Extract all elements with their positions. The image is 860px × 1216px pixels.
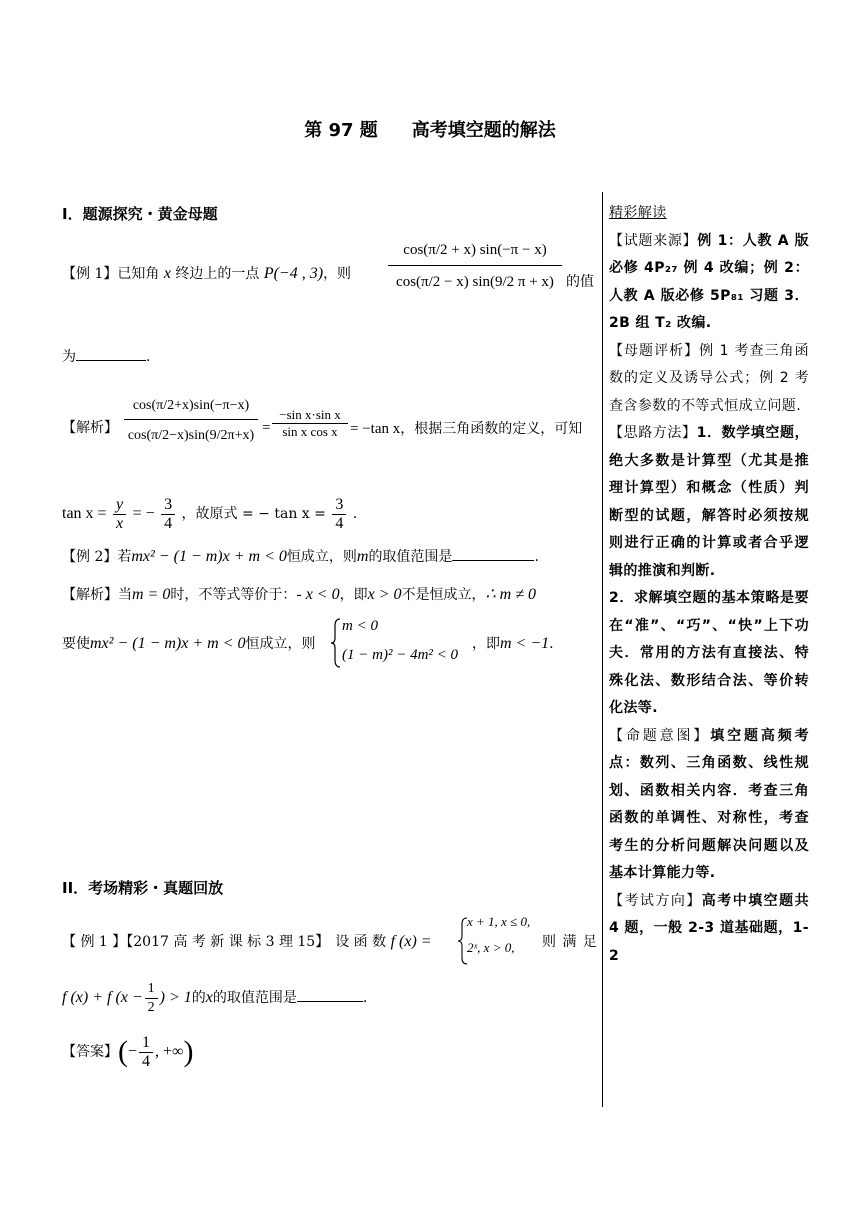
text: 的 (191, 990, 206, 1006)
source: 【2017 高 考 新 课 标 3 理 15】 (126, 934, 330, 950)
fraction-denominator: x (116, 514, 124, 532)
text: 恒成立，则 (286, 549, 357, 565)
tan-x: tan x = (62, 505, 107, 522)
text: 的值 (566, 274, 594, 290)
solution-1-fraction (124, 398, 258, 444)
example-2-line (62, 546, 539, 567)
text: 不是恒成立， (401, 587, 486, 603)
text: 终边上的一点 (175, 266, 260, 282)
label: 【母题评析】 (609, 342, 700, 359)
label: 【试题来源】 (609, 232, 698, 249)
fraction-numerator: 1 (145, 980, 158, 999)
problem-number: 第 97 题 (304, 120, 378, 141)
var-m: m (356, 548, 369, 565)
text: . (146, 349, 151, 365)
solution-2-line2-a (62, 634, 316, 654)
inequality: - x < 0 (296, 586, 340, 603)
text: 例 1：人教 A 版必修 4P₂₇ 例 4 改编；例 2：人教 A 版必修 5P₈₁ 习题 3．2B 组 T₂ 改编. (609, 232, 810, 331)
sidebar-strategy: 2．求解填空题的基本策略是要在“准”、“巧”、“快”上下功夫．常用的方法有直接法、特殊化法、数形结合法、等价转化法等. (609, 590, 809, 716)
fraction-numerator: 3 (332, 496, 346, 515)
text: = − (132, 505, 155, 522)
text: 高考中填空题共 4 题，一般 2-3 道基础题，1-2 (609, 892, 809, 964)
fraction-denominator: 2 (147, 999, 155, 1015)
text: 为 (62, 349, 76, 365)
fraction-numerator: cos(π/2+x)sin(−π−x) (124, 398, 258, 420)
fraction-3-4 (332, 496, 346, 533)
text: . (362, 990, 368, 1006)
fraction-denominator: 4 (142, 1052, 151, 1070)
fraction-numerator: −sin x·sin x (272, 407, 348, 424)
sidebar-heading: 精彩解读 (609, 205, 667, 221)
fraction-3-4 (161, 496, 175, 533)
text: 当 (118, 587, 132, 603)
text: 的取值范围是 (212, 990, 297, 1006)
sidebar-source (609, 228, 809, 338)
example-label: 【 例 1 】 (62, 934, 127, 950)
text: 时，不等式等价于： (170, 587, 297, 603)
exam-example-line1-a (62, 932, 432, 952)
inequality: mx² − (1 − m)x + m < 0 (131, 548, 287, 565)
result: m < −1 (500, 635, 550, 652)
piecewise-case-1: x + 1, x ≤ 0, (467, 914, 531, 929)
text: 要使 (62, 636, 90, 652)
text: 则 满 足 (542, 934, 598, 950)
text: 若 (117, 549, 132, 565)
answer-sign: − (128, 1043, 138, 1060)
expression: f (x) + f (x − (62, 989, 143, 1006)
text: ，则 (323, 266, 352, 282)
answer-value: , +∞ (155, 1043, 184, 1060)
problem-title: 高考填空题的解法 (411, 120, 556, 141)
function-f: f (x) = (390, 933, 432, 950)
sidebar (609, 200, 809, 970)
system-brace (331, 618, 339, 668)
system-line-2: (1 − m)² − 4m² < 0 (342, 647, 459, 663)
text: 恒成立，则 (245, 636, 316, 652)
paren-right: ) (183, 1035, 194, 1068)
example-1-line2 (62, 346, 150, 367)
example-1-line1 (62, 264, 351, 284)
solution-2-line2-b (472, 634, 554, 654)
label: 【命题意图】 (609, 727, 711, 744)
var-x: x (163, 265, 171, 282)
result: = −tan x (350, 421, 401, 437)
equals-sign: = (262, 420, 271, 436)
fraction-denominator: sin x cos x (282, 424, 338, 439)
sidebar-direction (609, 888, 809, 971)
fraction-numerator: y (113, 496, 126, 515)
example-1-expression (388, 242, 562, 291)
example-label: 【例 1】 (62, 266, 118, 282)
expression-numerator: cos(π/2 + x) sin(−π − x) (388, 242, 562, 266)
solution-label: 【解析】 (62, 420, 118, 436)
var-x: x (205, 989, 213, 1006)
answer-blank (76, 346, 146, 361)
system-line-1: m < 0 (342, 618, 378, 634)
piecewise-case-2: 2ˣ, x > 0, (467, 940, 515, 955)
solution-1-line1-tail (350, 419, 582, 439)
solution-2-line1 (62, 585, 536, 605)
inequality: mx² − (1 − m)x + m < 0 (90, 635, 246, 652)
label: 【思路方法】 (609, 425, 697, 441)
text: ，根据三角函数的定义，可知 (400, 421, 583, 437)
exam-example-line2 (62, 978, 367, 1018)
text: ，即 (472, 636, 500, 652)
fraction-numerator: 3 (161, 496, 175, 515)
text: . (534, 549, 539, 565)
fraction-numerator: 1 (139, 1034, 153, 1053)
sidebar-intent (609, 723, 809, 888)
inequality: x > 0 (367, 586, 402, 603)
text: ，故原式 = − tan x = (181, 506, 326, 522)
solution-1-mid-fraction (272, 407, 348, 440)
fraction-denominator: cos(π/2−x)sin(9/2π+x) (127, 428, 255, 443)
text: . (352, 506, 358, 522)
solution-label: 【解析】 (62, 587, 118, 603)
sidebar-divider (602, 192, 603, 1107)
section-1-heading: I．题源探究・黄金母题 (62, 205, 218, 223)
solution-1-line2 (62, 494, 357, 534)
fraction-1-4 (139, 1034, 153, 1071)
point-p: P(−4 , 3) (263, 265, 324, 282)
sidebar-method (609, 420, 809, 585)
expression-denominator: cos(π/2 − x) sin(9/2 π + x) (396, 274, 554, 290)
text: 已知角 (117, 266, 160, 282)
text: 填空题高频考点：数列、三角函数、线性规划、函数相关内容．考查三角函数的单调性、对称性，考查考生的分析问题解决问题以及基本计算能力等. (609, 727, 809, 881)
fraction-y-x (113, 496, 126, 533)
answer-blank (297, 987, 363, 1002)
answer-blank (452, 546, 534, 561)
text: 1．数学填空题，绝大多数是计算型（尤其是推理计算型）和概念（性质）判断型的试题，解答时必须按规则进行正确的计算或者合乎逻辑的推演和判断. (609, 425, 809, 579)
page-title (0, 116, 860, 142)
sidebar-analysis (609, 338, 809, 421)
text: 的取值范围是 (368, 549, 453, 565)
expression: ) > 1 (159, 989, 192, 1006)
condition: m = 0 (132, 586, 171, 603)
example-label: 【例 2】 (62, 549, 118, 565)
fraction-denominator: 4 (335, 514, 344, 532)
answer-label: 【答案】 (62, 1044, 118, 1060)
paren-left: ( (118, 1035, 128, 1068)
text: 例 1 考查三角函数的定义及诱导公式；例 2 考查含参数的不等式恒成立问题. (609, 342, 809, 414)
text: 设 函 数 (335, 934, 387, 950)
answer-line (62, 1030, 193, 1074)
text: ，即 (339, 587, 368, 603)
inequality: ∴ m ≠ 0 (485, 586, 537, 603)
fraction-1-2 (145, 980, 158, 1017)
text: . (549, 636, 554, 652)
fraction-denominator: 4 (164, 514, 173, 532)
piecewise-brace (458, 916, 466, 966)
section-2-heading: II．考场精彩・真题回放 (62, 879, 224, 897)
label: 【考试方向】 (609, 892, 702, 909)
